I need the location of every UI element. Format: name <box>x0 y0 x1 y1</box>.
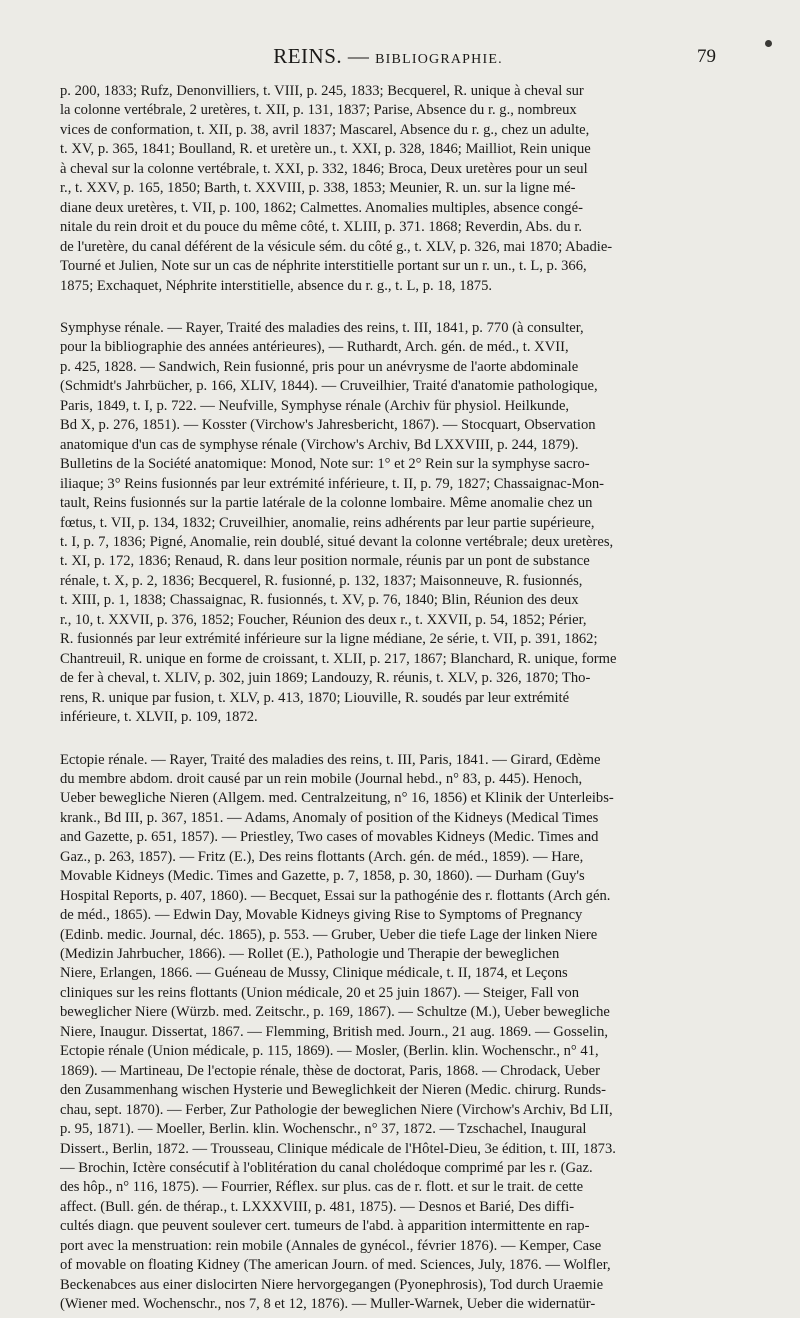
text-line: cliniques sur les reins flottants (Union médicale, 20 et 25 juin 1867). — Steiger, Fall von <box>60 984 580 1001</box>
text-line: (Schmidt's Jahrbücher, p. 166, XLIV, 1844). — Cruveilhier, Traité d'anatomie pathologique, <box>60 378 598 395</box>
text-line: Bd X, p. 276, 1851). — Kosster (Virchow's Jahresbericht, 1867). — Stocquart, Observation <box>60 417 596 434</box>
paragraph-unique-kidney-continued <box>60 82 742 296</box>
running-head <box>60 44 716 74</box>
text-line: Hospital Reports, p. 407, 1860). — Becquet, Essai sur la pathogénie des r. flottants (Arch gén. <box>60 887 611 904</box>
text-line: and Gazette, p. 651, 1857). — Priestley, Two cases of movables Kidneys (Medic. Times and <box>60 829 599 846</box>
text-line: t. XV, p. 365, 1841; Boulland, R. et uretère un., t. XXI, p. 328, 1846; Mailliot, Rein unique <box>60 141 591 158</box>
text-line: p. 200, 1833; Rufz, Denonvilliers, t. VIII, p. 245, 1833; Becquerel, R. unique à cheval sur <box>60 83 584 99</box>
ink-dot <box>765 40 772 47</box>
text-line: rens, R. unique par fusion, t. XLV, p. 413, 1870; Liouville, R. soudés par leur extrémité <box>60 689 570 706</box>
text-line: de méd., 1865). — Edwin Day, Movable Kidneys giving Rise to Symptoms of Pregnancy <box>60 907 583 924</box>
text-line: diane deux uretères, t. VII, p. 100, 1862; Calmettes. Anomalies multiples, absence congé- <box>60 199 583 216</box>
paragraph-symphyse-renale <box>60 319 742 728</box>
running-title-main: REINS. <box>273 44 343 68</box>
running-title <box>60 44 716 69</box>
text-line: fœtus, t. VII, p. 134, 1832; Cruveilhier, anomalie, reins adhérents par leur partie supérieure, <box>60 514 595 531</box>
running-title-sub: BIBLIOGRAPHIE. <box>375 52 503 67</box>
text-line: nitale du rein droit et du pouce du même côté, t. XLIII, p. 371. 1868; Reverdin, Abs. du r. <box>60 219 583 236</box>
text-line: r., 10, t. XXVII, p. 376, 1852; Foucher, Réunion des deux r., t. XXVII, p. 54, 1852; Périer, <box>60 611 587 628</box>
text-line: cultés diagn. que peuvent soulever cert. tumeurs de l'abd. à apparition intermittente en rap- <box>60 1218 590 1235</box>
text-line: Tourné et Julien, Note sur un cas de néphrite interstitielle portant sur un r. un., t. L, p. 366, <box>60 258 587 275</box>
page-number: 79 <box>697 46 716 67</box>
text-line: Niere, Inaugur. Dissertat, 1867. — Flemming, British med. Journ., 21 aug. 1869. — Gosselin, <box>60 1023 609 1040</box>
running-title-separator: — <box>342 44 376 68</box>
text-line: tault, Reins fusionnés sur la partie latérale de la colonne lombaire. Même anomalie chez un <box>60 495 593 512</box>
text-line: chau, sept. 1870). — Ferber, Zur Pathologie der beweglichen Niere (Virchow's Archiv, Bd LII, <box>60 1101 613 1118</box>
text-line: vices de conformation, t. XII, p. 38, avril 1837; Mascarel, Absence du r. g., chez un adulte, <box>60 121 590 138</box>
text-line: R. fusionnés par leur extrémité inférieure sur la ligne médiane, 2e série, t. VII, p. 391, 1862; <box>60 631 598 648</box>
text-line: anatomique d'un cas de symphyse rénale (Virchow's Archiv, Bd LXXVIII, p. 244, 1879). <box>60 436 579 453</box>
text-line: Bulletins de la Société anatomique: Monod, Note sur: 1° et 2° Rein sur la symphyse sacro- <box>60 456 590 473</box>
text-line: de fer à cheval, t. XLIV, p. 302, juin 1869; Landouzy, R. réunis, t. XLV, p. 326, 1870; Tho- <box>60 670 591 687</box>
text-line: of movable on floating Kidney (The american Journ. of med. Sciences, July, 1876. — Wolfler, <box>60 1257 611 1274</box>
text-line: inférieure, t. XLVII, p. 109, 1872. <box>60 709 258 726</box>
text-line: 1875; Exchaquet, Néphrite interstitielle, absence du r. g., t. L, p. 18, 1875. <box>60 277 493 294</box>
text-line: beweglicher Niere (Würzb. med. Zeitschr., p. 169, 1867). — Schultze (M.), Ueber bewegliche <box>60 1004 610 1021</box>
text-line: rénale, t. X, p. 2, 1836; Becquerel, R. fusionné, p. 132, 1837; Maisonneuve, R. fusionnés, <box>60 572 583 589</box>
text-line: Ectopie rénale (Union médicale, p. 115, 1869). — Mosler, (Berlin. klin. Wochenschr., n° 41, <box>60 1043 599 1060</box>
text-line: à cheval sur la colonne vertébrale, t. XXI, p. 332, 1846; Broca, Deux uretères pour un seul <box>60 160 588 177</box>
text-line: p. 425, 1828. — Sandwich, Rein fusionné, pris pour un anévrysme de l'aorte abdominale <box>60 358 579 375</box>
text-line: krank., Bd III, p. 367, 1851. — Adams, Anomaly of position of the Kidneys (Medical Times <box>60 809 599 826</box>
text-line: pour la bibliographie des années antérieures), — Ruthardt, Arch. gén. de méd., t. XVII, <box>60 339 569 356</box>
text-line: (Wiener med. Wochenschr., nos 7, 8 et 12, 1876). — Muller-Warnek, Ueber die widernatür- <box>60 1296 596 1313</box>
text-line: Movable Kidneys (Medic. Times and Gazette, p. 7, 1858, p. 30, 1860). — Durham (Guy's <box>60 868 585 885</box>
text-line: t. XIII, p. 1, 1838; Chassaignac, R. fusionnés, t. XV, p. 76, 1840; Blin, Réunion des deux <box>60 592 579 609</box>
text-line: den Zusammenhang wischen Hysterie und Beweglichkeit der Nieren (Medic. chirurg. Runds- <box>60 1082 607 1099</box>
text-line: t. XI, p. 172, 1836; Renaud, R. dans leur position normale, réunis par un pont de substance <box>60 553 590 570</box>
text-line: Gaz., p. 263, 1857). — Fritz (E.), Des reins flottants (Arch. gén. de méd., 1859). — Hare, <box>60 848 584 865</box>
text-line: (Edinb. medic. Journal, déc. 1865), p. 553. — Gruber, Ueber die tiefe Lage der linken Niere <box>60 926 598 943</box>
text-line: t. I, p. 7, 1836; Pigné, Anomalie, rein doublé, situé devant la colonne vertébrale; deux uretères, <box>60 533 614 550</box>
text-line: port avec la menstruation: rein mobile (Annales de gynécol., février 1876). — Kemper, Case <box>60 1237 602 1254</box>
text-line: affect. (Bull. gén. de thérap., t. LXXXVIII, p. 481, 1875). — Desnos et Barié, Des diffi- <box>60 1198 575 1215</box>
bibliography-body <box>60 82 742 1315</box>
text-line: Niere, Erlangen, 1866. — Guéneau de Mussy, Clinique médicale, t. II, 1874, et Leçons <box>60 965 568 982</box>
text-line: du membre abdom. droit causé par un rein mobile (Journal hebd., n° 83, p. 445). Henoch, <box>60 770 583 787</box>
text-line: Dissert., Berlin, 1872. — Trousseau, Clinique médicale de l'Hôtel-Dieu, 3e édition, t. III, 1873. <box>60 1140 616 1157</box>
text-line: Symphyse rénale. — Rayer, Traité des maladies des reins, t. III, 1841, p. 770 (à consulter, <box>60 319 584 336</box>
text-line: Paris, 1849, t. I, p. 722. — Neufville, Symphyse rénale (Archiv für physiol. Heilkunde, <box>60 397 570 414</box>
text-line: Ueber bewegliche Nieren (Allgem. med. Centralzeitung, n° 16, 1856) et Klinik der Unterleibs- <box>60 790 614 807</box>
text-line: Chantreuil, R. unique en forme de croissant, t. XLII, p. 217, 1867; Blanchard, R. unique, forme <box>60 650 617 667</box>
text-line: — Brochin, Ictère consécutif à l'oblitération du canal cholédoque comprimé par les r. (Gaz. <box>60 1160 593 1177</box>
text-line: iliaque; 3° Reins fusionnés par leur extrémité inférieure, t. II, p. 79, 1827; Chassaignac-Mon- <box>60 475 605 492</box>
text-line: Ectopie rénale. — Rayer, Traité des maladies des reins, t. III, Paris, 1841. — Girard, Œdème <box>60 751 601 768</box>
text-line: r., t. XXV, p. 165, 1850; Barth, t. XXVIII, p. 338, 1853; Meunier, R. un. sur la ligne mé- <box>60 180 576 197</box>
text-line: p. 95, 1871). — Moeller, Berlin. klin. Wochenschr., n° 37, 1872. — Tzschachel, Inaugural <box>60 1121 587 1138</box>
text-line: de l'uretère, du canal déférent de la vésicule sém. du côté g., t. XLV, p. 326, mai 1870; Abadie- <box>60 238 613 255</box>
text-line: des hôp., n° 116, 1875). — Fourrier, Réflex. sur plus. cas de r. flott. et sur le trait. de cette <box>60 1179 584 1196</box>
text-line: Beckenabces aus einer dislocirten Niere hervorgegangen (Pyonephrosis), Tod durch Uraemie <box>60 1276 604 1293</box>
text-line: 1869). — Martineau, De l'ectopie rénale, thèse de doctorat, Paris, 1868. — Chrodack, Ueber <box>60 1062 600 1079</box>
text-line: (Medizin Jahrbucher, 1866). — Rollet (E.), Pathologie und Therapie der beweglichen <box>60 946 560 963</box>
text-line: la colonne vertébrale, 2 uretères, t. XII, p. 131, 1837; Parise, Absence du r. g., nombreux <box>60 102 577 119</box>
paragraph-ectopie-renale <box>60 751 742 1315</box>
